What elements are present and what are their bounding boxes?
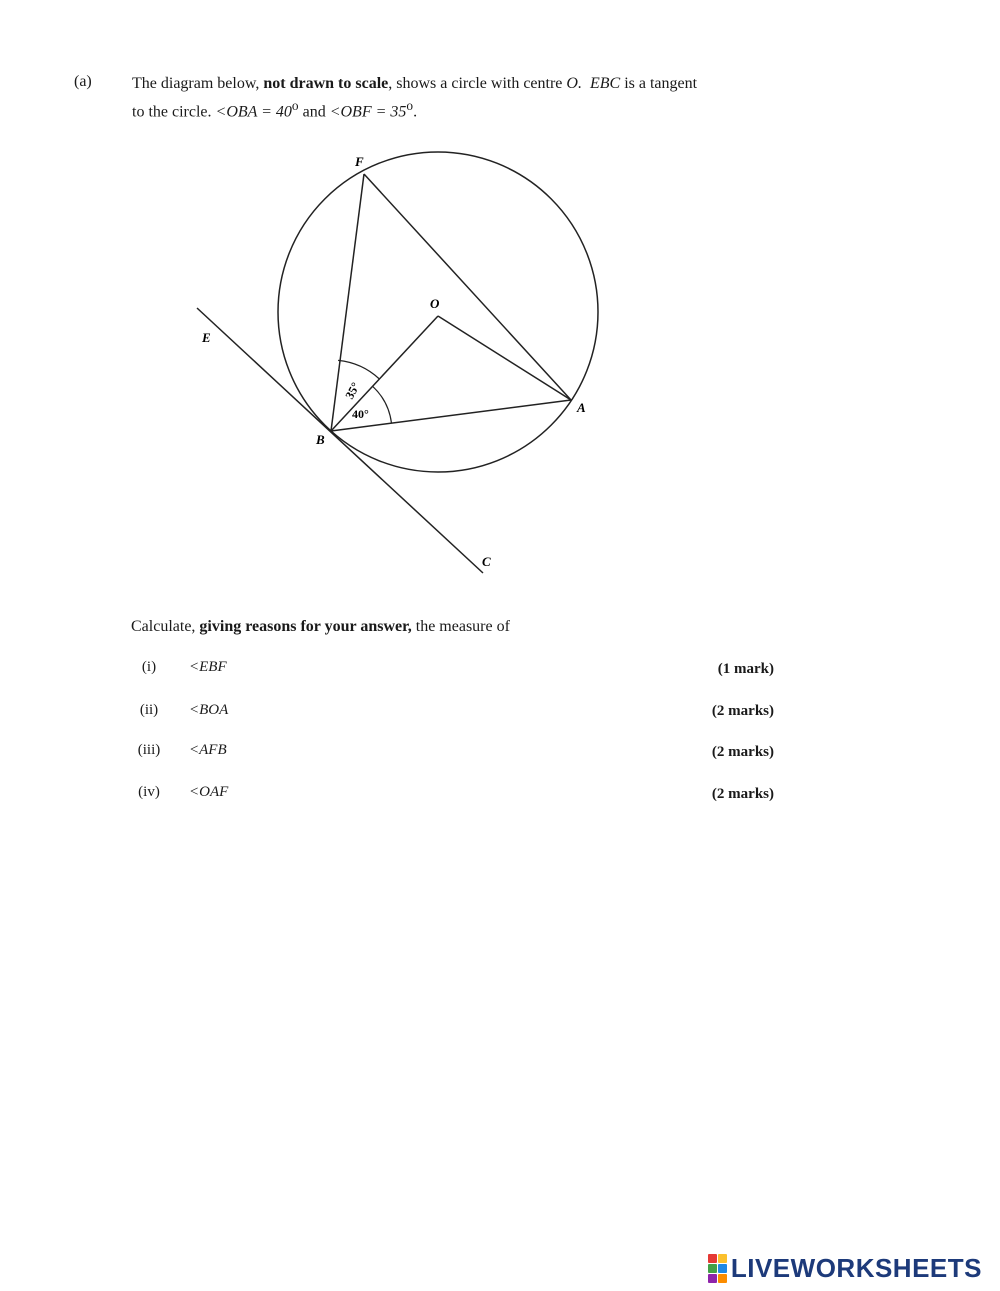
point-a-label: A — [577, 400, 586, 415]
part-number: (iv) — [138, 784, 160, 800]
liveworksheets-logo[interactable] — [708, 1253, 982, 1283]
arc-angle-oba — [373, 386, 392, 423]
question-label: (a) — [74, 73, 92, 90]
part-angle: <EBF — [189, 659, 227, 675]
part-number: (ii) — [139, 702, 159, 718]
logo-block — [708, 1254, 717, 1263]
point-f-label: F — [355, 154, 364, 169]
intro-line2: to the circle. — [132, 103, 216, 121]
brand-name: LIVEWORKSHEETS — [730, 1252, 982, 1283]
instruction-bold: giving reasons for your answer, — [199, 618, 412, 635]
part-angle: <BOA — [189, 702, 229, 718]
intro-text-2: , shows a circle with centre — [388, 75, 567, 92]
part-marks: (2 marks) — [711, 744, 774, 760]
point-e-label: E — [202, 330, 211, 345]
instruction-post: the measure of — [411, 618, 510, 635]
line-oa — [438, 316, 571, 400]
logo-icon — [708, 1254, 727, 1283]
logo-block — [708, 1264, 717, 1273]
centre-name: O. — [566, 75, 582, 92]
intro-bold: not drawn to scale — [263, 75, 389, 92]
circle-diagram — [0, 0, 1000, 600]
part-marks: (1 mark) — [717, 661, 774, 677]
part-angle: <OAF — [189, 784, 229, 800]
line-fa — [364, 174, 571, 400]
logo-block — [718, 1274, 727, 1283]
given-end: . — [413, 103, 418, 121]
tangent-name: EBC — [589, 75, 621, 92]
part-marks: (2 marks) — [711, 703, 774, 719]
given-and: and — [298, 103, 330, 121]
point-o-label: O — [430, 296, 440, 311]
logo-block — [718, 1254, 727, 1263]
line-bo — [331, 316, 438, 431]
angle-label-oba: 40° — [352, 407, 369, 421]
angle-label-obf: 35° — [342, 379, 363, 402]
question-intro: The diagram below, not drawn to scale, shows a circle with centre O. EBC is a tangent to the circle. $<OBA = 40^o$ and $<OBF = 35^o$. — [132, 75, 698, 121]
instruction-pre: Calculate, — [131, 618, 200, 635]
intro-text: The diagram below, — [132, 75, 264, 92]
arc-angle-obf — [338, 360, 379, 379]
part-number: (iii) — [137, 742, 161, 758]
point-b-label: B — [316, 432, 325, 447]
part-number: (i) — [141, 659, 157, 675]
given-oba: <OBA = 40 — [215, 103, 292, 121]
circle — [278, 152, 598, 472]
part-angle: <AFB — [189, 742, 227, 758]
logo-block — [708, 1274, 717, 1283]
instruction — [131, 618, 510, 636]
point-c-label: C — [482, 554, 491, 569]
tangent-line-ebc — [197, 308, 483, 573]
part-marks: (2 marks) — [711, 786, 774, 802]
logo-block — [718, 1264, 727, 1273]
given-obf: <OBF = 35 — [329, 103, 407, 121]
intro-text-3: is a tangent — [620, 75, 698, 92]
